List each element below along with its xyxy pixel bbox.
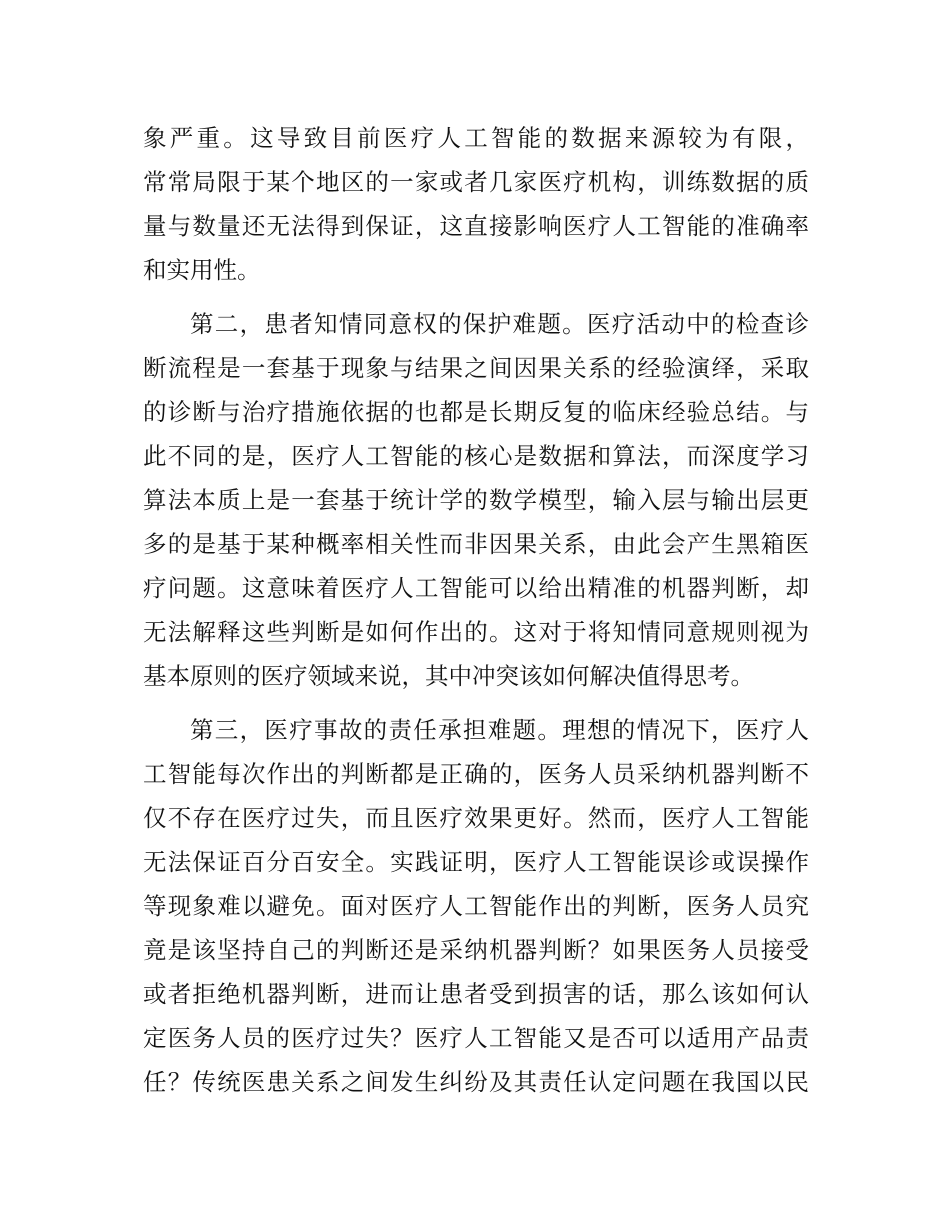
text-line: 竟是该坚持自己的判断还是采纳机器判断？如果医务人员接受	[143, 936, 809, 964]
text-line: 基本原则的医疗领域来说，其中冲突该如何解决值得思考。	[143, 662, 754, 690]
text-line: 断流程是一套基于现象与结果之间因果关系的经验演绎，采取	[143, 354, 809, 382]
text-line: 算法本质上是一套基于统计学的数学模型，输入层与输出层更	[143, 486, 809, 514]
text-line: 象严重。这导致目前医疗人工智能的数据来源较为有限，	[143, 124, 809, 152]
text-line: 的诊断与治疗措施依据的也都是长期反复的临床经验总结。与	[143, 398, 809, 426]
paragraph	[143, 116, 809, 292]
text-line: 无法保证百分百安全。实践证明，医疗人工智能误诊或误操作	[143, 848, 809, 876]
paragraph	[143, 302, 809, 698]
text-line: 多的是基于某种概率相关性而非因果关系，由此会产生黑箱医	[143, 530, 809, 558]
text-line: 疗问题。这意味着医疗人工智能可以给出精准的机器判断，却	[143, 574, 809, 602]
text-line: 无法解释这些判断是如何作出的。这对于将知情同意规则视为	[143, 618, 809, 646]
text-line: 第三，医疗事故的责任承担难题。理想的情况下，医疗人	[190, 716, 809, 744]
text-line: 和实用性。	[143, 256, 261, 284]
text-line: 常常局限于某个地区的一家或者几家医疗机构，训练数据的质	[143, 168, 809, 196]
text-line: 量与数量还无法得到保证，这直接影响医疗人工智能的准确率	[143, 212, 809, 240]
text-line: 第二，患者知情同意权的保护难题。医疗活动中的检查诊	[190, 310, 809, 338]
text-line: 或者拒绝机器判断，进而让患者受到损害的话，那么该如何认	[143, 980, 809, 1008]
text-line: 仅不存在医疗过失，而且医疗效果更好。然而，医疗人工智能	[143, 804, 809, 832]
paragraph	[143, 708, 809, 1104]
text-line: 等现象难以避免。面对医疗人工智能作出的判断，医务人员究	[143, 892, 809, 920]
document-page	[143, 116, 809, 1114]
text-line: 此不同的是，医疗人工智能的核心是数据和算法，而深度学习	[143, 442, 809, 470]
text-line: 任？传统医患关系之间发生纠纷及其责任认定问题在我国以民	[143, 1068, 809, 1096]
text-line: 工智能每次作出的判断都是正确的，医务人员采纳机器判断不	[143, 760, 809, 788]
text-line: 定医务人员的医疗过失？医疗人工智能又是否可以适用产品责	[143, 1024, 809, 1052]
